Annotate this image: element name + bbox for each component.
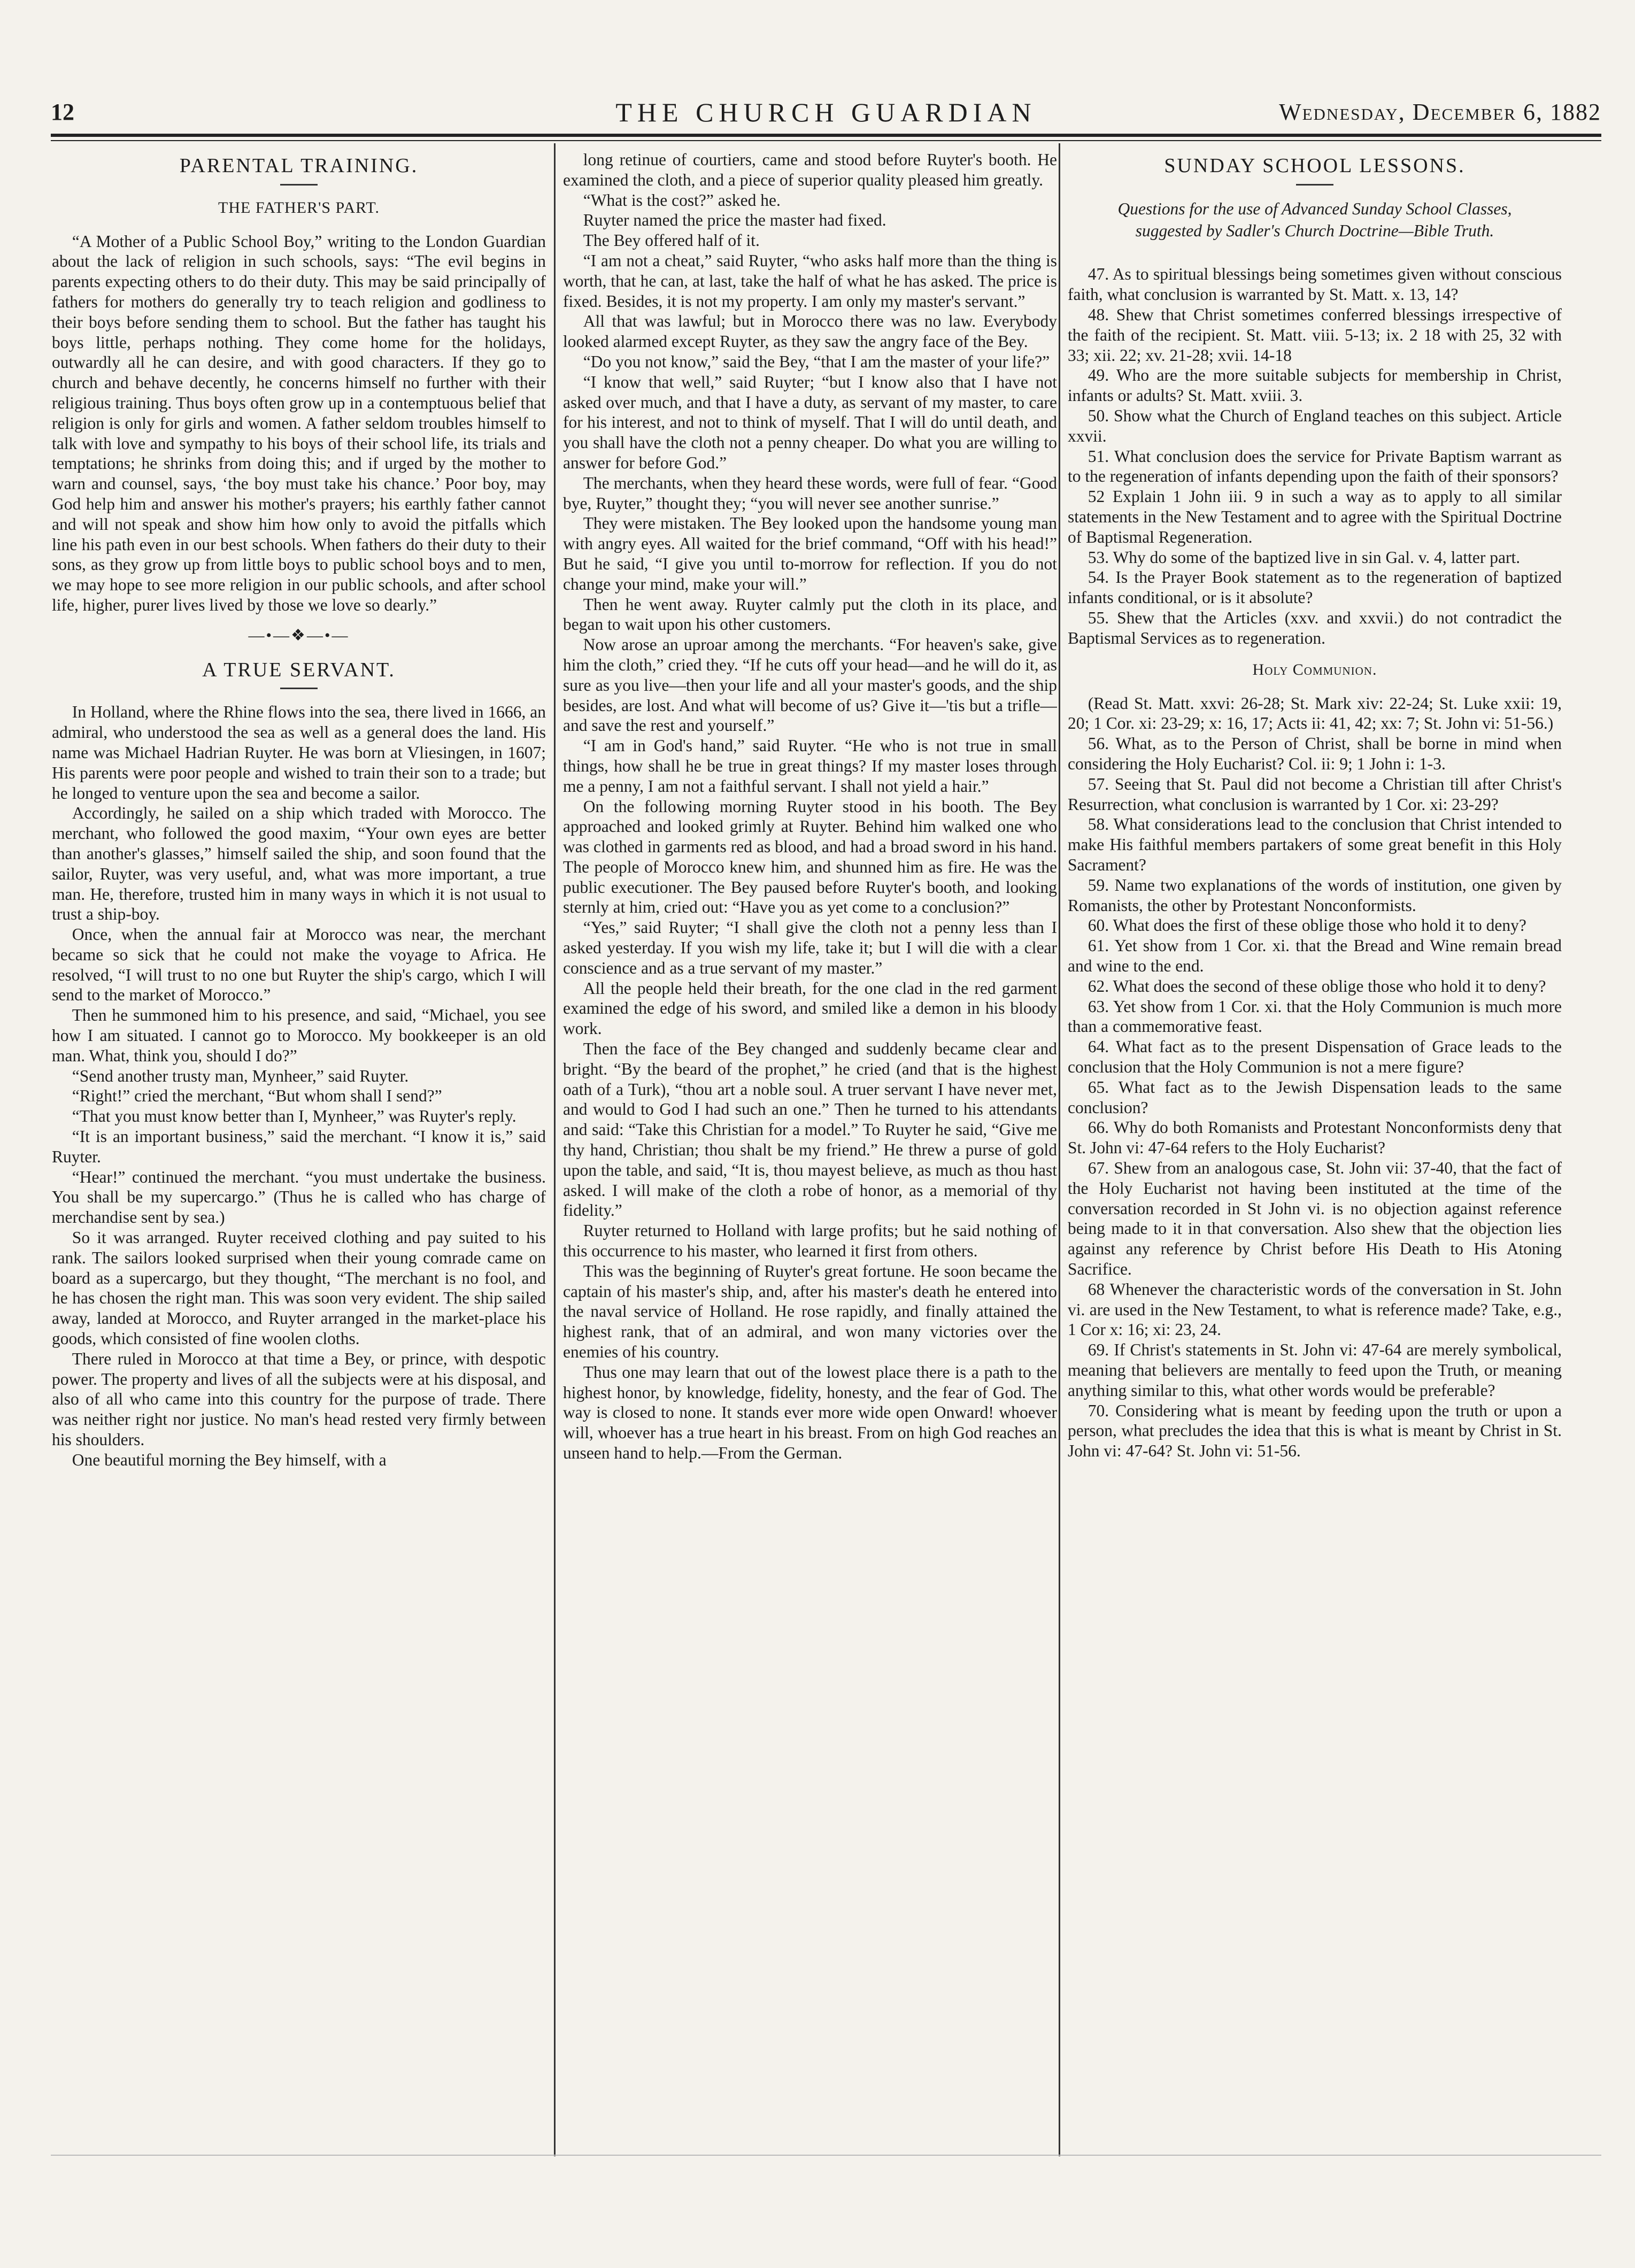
article-paragraph: “Yes,” said Ruyter; “I shall give the cloth not a penny less than I asked yesterday. If you wish my life, take it; but I will die with a clear conscience and as a true servant of my master.” <box>563 918 1057 977</box>
article-paragraph: There ruled in Morocco at that time a Bey, or prince, with despotic power. The property and lives of all the subjects were at his disposal, and also of all who came into this country for the purpose of trade. There was neither right nor justice. No man's head rested very firmly between his shoulders. <box>52 1349 546 1449</box>
lesson-question: 69. If Christ's statements in St. John vi: 47-64 are merely symbolical, meaning that believers are mentally to feed upon the Truth, or meaning anything similar to this, what other words would be preferable? <box>1068 1340 1562 1400</box>
lesson-question: 61. Yet show from 1 Cor. xi. that the Bread and Wine remain bread and wine to the end. <box>1068 936 1562 975</box>
article-title: A TRUE SERVANT. <box>202 658 396 681</box>
article-paragraph: Thus one may learn that out of the lowest place there is a path to the highest honor, by knowledge, fidelity, honesty, and the fear of God. The way is closed to none. It stands ever more wide open Onward! whoever will, whoever has a true heart in his breast. From on high God reaches an unseen hand to help.—From the German. <box>563 1362 1057 1462</box>
section-title: SUNDAY SCHOOL LESSONS. <box>1164 155 1466 177</box>
article-paragraph: Now arose an uproar among the merchants. “For heaven's sake, give him the cloth,” cried they. “If he cuts off your head—and he will do it, as sure as you live—then your life and all your master's goods, and the ship besides, are lost. And what will become of us? Give it—'tis but a trifle—and save the rest and yourself.” <box>563 635 1057 735</box>
article-paragraph: Accordingly, he sailed on a ship which traded with Morocco. The merchant, who followed the good maxim, “Your own eyes are better than another's glasses,” himself sailed the ship, and soon found that the sailor, Ruyter, was very useful, and, what was more important, a true man. He, therefore, trusted him in many ways in which it is not usual to trust a ship-boy. <box>52 804 546 924</box>
article-paragraph: Then he went away. Ruyter calmly put the cloth in its place, and began to wait upon his other customers. <box>563 595 1057 634</box>
article-paragraph: So it was arranged. Ruyter received clothing and pay suited to his rank. The sailors looked surprised when their young comrade came on board as a supercargo, but they thought, “The merchant is no fool, and he has chosen the right man. This was soon very evident. The ship sailed away, landed at Morocco, and Ruyter arranged in the market-place his goods, which consisted of fine woolen cloths. <box>52 1228 546 1348</box>
lesson-question: 52 Explain 1 John iii. 9 in such a way as to apply to all similar statements in the New Testament and to agree with the Spiritual Doctrine of Baptismal Regeneration. <box>1068 487 1562 546</box>
section-subheading: Holy Communion. <box>1252 660 1377 678</box>
article-paragraph: All the people held their breath, for the one clad in the red garment examined the edge of his sword, and smiled like a demon in his bloody work. <box>563 978 1057 1038</box>
article-paragraph: Ruyter named the price the master had fixed. <box>583 211 886 230</box>
article-paragraph: “Send another trusty man, Mynheer,” said Ruyter. <box>72 1066 409 1085</box>
article-paragraph: Then he summoned him to his presence, and said, “Michael, you see how I am situated. I cannot go to Morocco. My bookkeeper is an old man. What, think you, should I do?” <box>52 1006 546 1065</box>
page-number: 12 <box>51 99 74 125</box>
article-paragraph: Then the face of the Bey changed and suddenly became clear and bright. “By the beard of the prophet,” he cried (and that is the highest oath of a Turk), “thou art a noble soul. A truer servant I have never met, and would to God I had such an one.” Then he turned to his attendants and said: “Take this Christian for a model.” To Ruyter he said, “Give me thy hand, Christian; thou shalt be my friend.” He threw a purse of gold upon the table, and said, “It is, thou mayest believe, as much as thou hast asked. I will make of the cloth a robe of honor, as a memorial of thy fidelity.” <box>563 1039 1057 1220</box>
newspaper-title: THE CHURCH GUARDIAN <box>615 97 1037 127</box>
lesson-question: 53. Why do some of the baptized live in sin Gal. v. 4, latter part. <box>1088 547 1521 567</box>
lesson-question: 49. Who are the more suitable subjects for membership in Christ, infants or adults? St. Matt. xviii. 3. <box>1068 366 1562 405</box>
lesson-question: 67. Shew from an analogous case, St. John vii: 37-40, that the fact of the Holy Eucharist not having been instituted at the time of the conversation recorded in St John vi. is no objection against reference being made to it in that conversation. Also shew that the objection lies against any reference by Christ before His Death to His Atoning Sacrifice. <box>1068 1158 1562 1278</box>
lesson-question: 54. Is the Prayer Book statement as to the regeneration of baptized infants conditional, or is it absolute? <box>1068 568 1562 607</box>
lesson-question: 47. As to spiritual blessings being sometimes given without conscious faith, what conclusion is warranted by St. Matt. x. 13, 14? <box>1068 265 1562 304</box>
lesson-question: 70. Considering what is meant by feeding upon the truth or upon a person, what precludes the idea that this is what is meant by Christ in St. John vi: 47-64? St. John vi: 51-56. <box>1068 1401 1562 1461</box>
column-divider <box>1059 143 1060 2156</box>
lesson-question: 62. What does the second of these oblige those who hold it to deny? <box>1088 976 1546 996</box>
lesson-question: 66. Why do both Romanists and Protestant Nonconformists deny that St. John vi: 47-64 refers to the Holy Eucharist? <box>1068 1118 1562 1158</box>
header-rule-thin <box>51 140 1601 141</box>
article-paragraph: “What is the cost?” asked he. <box>583 190 781 210</box>
lesson-question: 51. What conclusion does the service for Private Baptism warrant as to the regeneration of infants depending upon the faith of their sponsors? <box>1068 446 1562 486</box>
title-rule <box>280 184 318 186</box>
article-paragraph: This was the beginning of Ruyter's great fortune. He soon became the captain of his master's ship, and, after his master's death he entered into the naval service of Holland. He rose rapidly, and finally attained the highest rank, that of an admiral, and won many victories over the enemies of his country. <box>563 1261 1057 1362</box>
title-rule <box>1296 184 1333 186</box>
column-left <box>52 150 546 2155</box>
article-paragraph: The Bey offered half of it. <box>583 231 760 250</box>
lesson-question: 68 Whenever the characteristic words of the conversation in St. John vi. are used in the New Testament, to what is reference made? Take, e.g., 1 Cor x: 16; xi: 23, 24. <box>1068 1279 1562 1339</box>
article-paragraph: “Do you not know,” said the Bey, “that I am the master of your life?” <box>583 352 1050 371</box>
article-paragraph: In Holland, where the Rhine flows into the sea, there lived in 1666, an admiral, who understood the sea as well as a general does the land. His name was Michael Hadrian Ruyter. He was born at Vliesingen, in 1607; His parents were poor people and wished to train their son to a trade; but he longed to venture upon the sea and become a sailor. <box>52 703 546 803</box>
lesson-question: 63. Yet show from 1 Cor. xi. that the Holy Communion is much more than a commemorative feast. <box>1068 997 1562 1036</box>
title-rule <box>280 688 318 689</box>
article-paragraph: long retinue of courtiers, came and stood before Ruyter's booth. He examined the cloth, and a piece of superior quality pleased him greatly. <box>563 150 1057 189</box>
lesson-question: 58. What considerations lead to the conclusion that Christ intended to make His faithful members partakers of some great benefit in this Holy Sacrament? <box>1068 815 1562 874</box>
column-divider <box>554 143 556 2156</box>
article-paragraph: “Hear!” continued the merchant. “you must undertake the business. You shall be my supercargo.” (Thus he is called who has charge of merchandise sent by sea.) <box>52 1167 546 1227</box>
lesson-intro: Questions for the use of Advanced Sunday School Classes, suggested by Sadler's Church Doctrine—Bible Truth. <box>1117 199 1512 240</box>
article-paragraph: “I am in God's hand,” said Ruyter. “He who is not true in small things, how shall he be true in great things? If my master loses through me a penny, I am not a faithful servant. I shall not yield a hair.” <box>563 736 1057 796</box>
lesson-question: 65. What fact as to the Jewish Dispensation leads to the same conclusion? <box>1068 1077 1562 1117</box>
article-paragraph: On the following morning Ruyter stood in his booth. The Bey approached and looked grimly at Ruyter. Behind him walked one who was clothed in garments red as blood, and had a broad sword in his hand. The people of Morocco knew him, and shunned him as fire. He was the public executioner. The Bey paused before Ruyter's booth, and looking sternly at him, cried out: “Have you as yet come to a conclusion?” <box>563 797 1057 917</box>
article-paragraph: One beautiful morning the Bey himself, with a <box>72 1450 387 1469</box>
article-title: PARENTAL TRAINING. <box>179 155 419 177</box>
article-paragraph: They were mistaken. The Bey looked upon the handsome young man with angry eyes. All waited for the brief command, “Off with his head!” But he said, “I give you until to-morrow for reflection. If you do not change your mind, make your will.” <box>563 514 1057 593</box>
article-paragraph: The merchants, when they heard these words, were full of fear. “Good bye, Ruyter,” thought they; “you will never see another sunrise.” <box>563 473 1057 513</box>
article-paragraph: “I know that well,” said Ruyter; “but I know also that I have not asked over much, and that I have a duty, as servant of my master, to care for his interest, and not to think of myself. That I will do until death, and you shall have the cloth not a penny cheaper. Do what you are willing to answer for before God.” <box>563 372 1057 472</box>
lesson-question: 60. What does the first of these oblige those who hold it to deny? <box>1088 916 1526 935</box>
article-subtitle: THE FATHER'S PART. <box>218 198 380 217</box>
article-paragraph: “A Mother of a Public School Boy,” writing to the London Guardian about the lack of religion in such schools, says: “The evil begins in parents expecting others to do their duty. This may be said principally of fathers for mothers do generally try to teach religion and godliness to their boys before sending them to school. But the father has taught his boys little, perhaps nothing. They come home for the holidays, outwardly all he can desire, and with good characters. If they go to church and behave decently, he concerns himself no further with their religious training. Thus boys often grow up in a contemptuous belief that religion is only for girls and women. A father seldom troubles himself to talk with love and sympathy to his boys of their school life, its trials and temptations; he shrinks from doing this; and if urged by the mother to warn and counsel, says, ‘the boy must take his chance.’ Poor boy, may God help him and answer his mother's prayers; his earthly father cannot and will not speak and show him how only to avoid the pitfalls which line his path even in our best schools. When fathers do their duty to their sons, as they grow up from little boys to public school boys and to men, we may hope to see more religion in our public schools, and after school life, higher, purer lives lived by those we love so dearly.” <box>52 232 546 614</box>
lesson-question: 57. Seeing that St. Paul did not become a Christian till after Christ's Resurrection, what conclusion is warranted by 1 Cor. xi: 23-29? <box>1068 774 1562 814</box>
footer-rule <box>51 2155 1601 2156</box>
column-right <box>1068 150 1562 2155</box>
ornament-divider: —•—❖—•— <box>248 626 350 644</box>
lesson-question: 59. Name two explanations of the words of institution, one given by Romanists, the other by Protestant Nonconformists. <box>1068 875 1562 915</box>
article-paragraph: “I am not a cheat,” said Ruyter, “who asks half more than the thing is worth, that he can, at last, take the half of what he has asked. The price is fixed. Besides, it is not my property. I am only my master's servant.” <box>563 251 1057 311</box>
article-paragraph: Ruyter returned to Holland with large profits; but he said nothing of this occurrence to his master, who learned it first from others. <box>563 1221 1057 1261</box>
article-paragraph: “Right!” cried the merchant, “But whom shall I send?” <box>72 1086 442 1106</box>
lesson-question: (Read St. Matt. xxvi: 26-28; St. Mark xiv: 22-24; St. Luke xxii: 19, 20; 1 Cor. xi: 23-29; x: 16, 17; Acts ii: 41, 42; xx: 7; St. John vi: 51-56.) <box>1068 693 1562 733</box>
lesson-question: 48. Shew that Christ sometimes conferred blessings irrespective of the faith of the recipient. St. Matt. viii. 5-13; ix. 2 18 with 25, 32 with 33; xii. 22; xv. 21-28; xvii. 14-18 <box>1068 305 1562 365</box>
lesson-question: 64. What fact as to the present Dispensation of Grace leads to the conclusion that the Holy Communion is not a mere figure? <box>1068 1037 1562 1076</box>
article-paragraph: Once, when the annual fair at Morocco was near, the merchant became so sick that he could not make the voyage to Africa. He resolved, “I will trust to no one but Ruyter the ship's cargo, which I will send to the market of Morocco.” <box>52 925 546 1005</box>
lesson-question: 55. Shew that the Articles (xxv. and xxvii.) do not contradict the Baptismal Services as to regeneration. <box>1068 608 1562 647</box>
article-paragraph: All that was lawful; but in Morocco there was no law. Everybody looked alarmed except Ruyter, as they saw the angry face of the Bey. <box>563 312 1057 351</box>
lesson-question: 50. Show what the Church of England teaches on this subject. Article xxvii. <box>1068 406 1562 445</box>
lesson-question: 56. What, as to the Person of Christ, shall be borne in mind when considering the Holy Eucharist? Col. ii: 9; 1 John i: 1-3. <box>1068 734 1562 773</box>
article-paragraph: “That you must know better than I, Mynheer,” was Ruyter's reply. <box>72 1107 516 1126</box>
masthead <box>51 94 1601 131</box>
article-paragraph: “It is an important business,” said the merchant. “I know it is,” said Ruyter. <box>52 1127 546 1166</box>
header-rule <box>51 134 1601 137</box>
issue-date: Wednesday, December 6, 1882 <box>1279 99 1601 125</box>
column-middle <box>563 150 1057 2155</box>
